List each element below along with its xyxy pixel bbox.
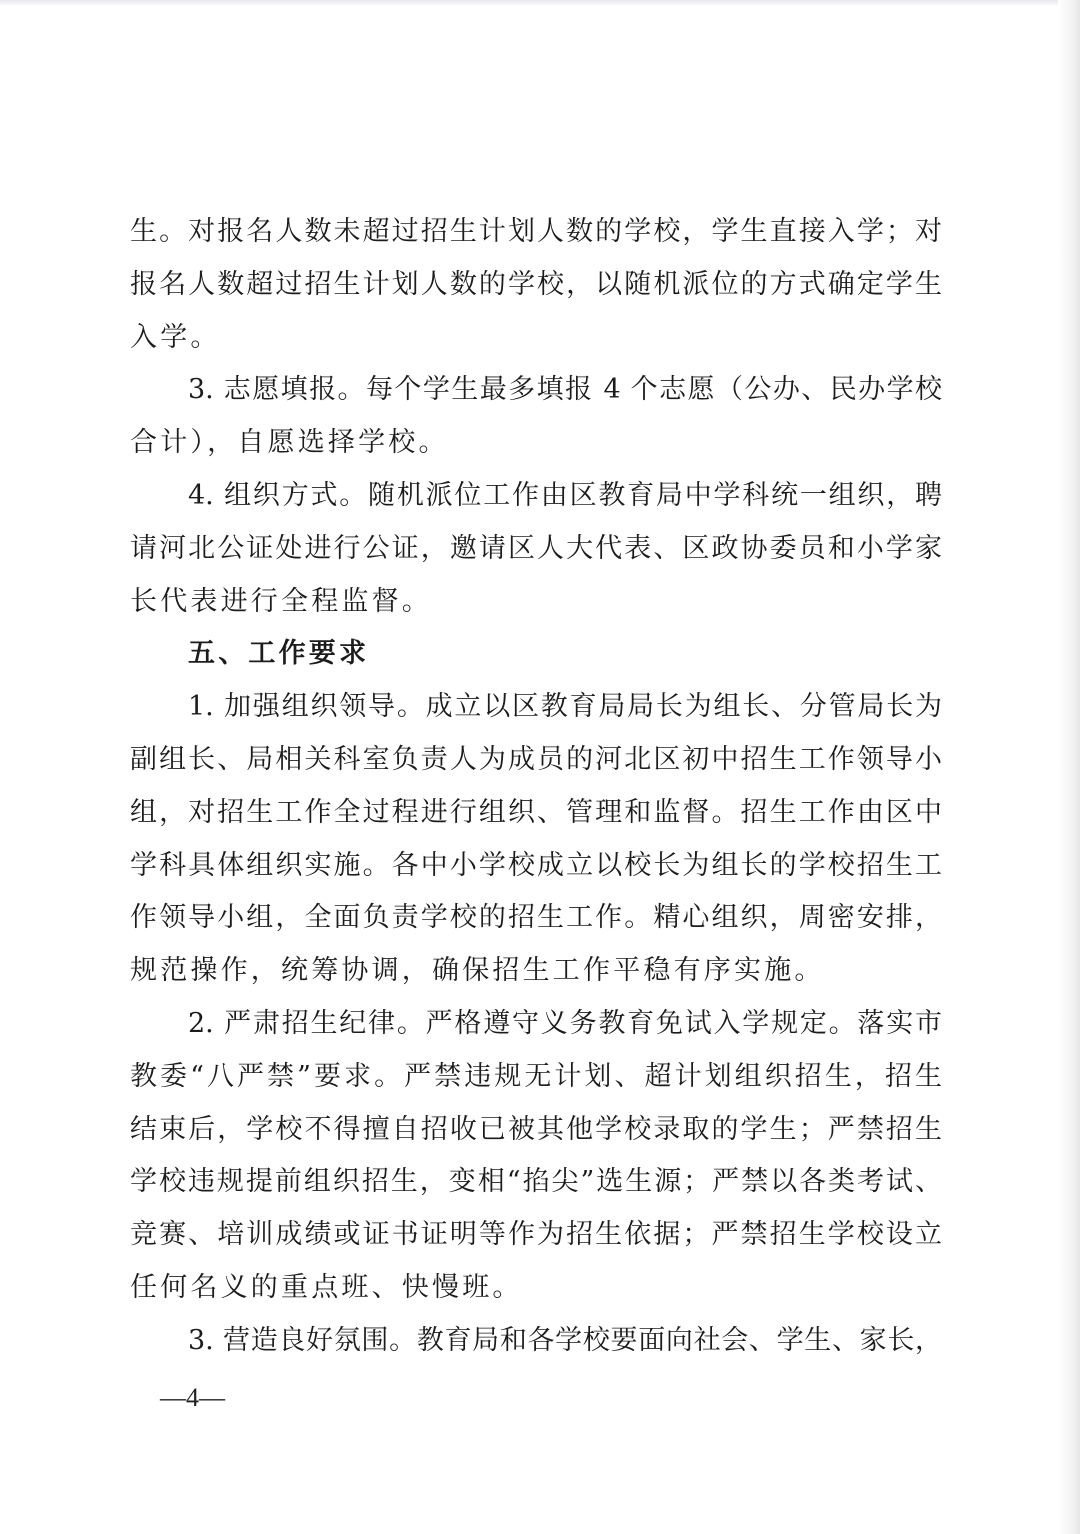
body-line: 长代表进行全程监督。 <box>130 585 432 617</box>
document-body <box>130 206 942 1368</box>
scan-right-edge <box>1058 0 1080 1534</box>
body-line: 教委“八严禁”要求。严禁违规无计划、超计划组织招生，招生 <box>130 1060 942 1092</box>
body-line: 学校违规提前组织招生，变相“掐尖”选生源；严禁以各类考试、 <box>130 1166 942 1198</box>
body-line: 规范操作，统筹协调，确保招生工作平稳有序实施。 <box>130 955 825 987</box>
paragraph-first-line: 3. 营造良好氛围。教育局和各学校要面向社会、学生、家长， <box>188 1324 942 1356</box>
paragraph-first-line: 2. 严肃招生纪律。严格遵守义务教育免试入学规定。落实市 <box>188 1007 942 1039</box>
body-line: 入学。 <box>130 321 221 353</box>
body-line: 结束后，学校不得擅自招收已被其他学校录取的学生；严禁招生 <box>130 1113 942 1145</box>
paragraph-first-line: 4. 组织方式。随机派位工作由区教育局中学科统一组织，聘 <box>188 479 942 511</box>
body-line: 副组长、局相关科室负责人为成员的河北区初中招生工作领导小 <box>130 743 942 775</box>
scan-top-edge <box>0 0 1080 6</box>
body-line: 报名人数超过招生计划人数的学校，以随机派位的方式确定学生 <box>130 268 942 300</box>
paragraph-first-line: 3. 志愿填报。每个学生最多填报 4 个志愿（公办、民办学校 <box>188 374 942 406</box>
body-line: 组，对招生工作全过程进行组织、管理和监督。招生工作由区中 <box>130 796 942 828</box>
body-line: 请河北公证处进行公证，邀请区人大代表、区政协委员和小学家 <box>130 532 942 564</box>
section-heading: 五、工作要求 <box>188 638 370 670</box>
paragraph-first-line: 1. 加强组织领导。成立以区教育局局长为组长、分管局长为 <box>188 691 942 723</box>
body-line: 任何名义的重点班、快慢班。 <box>130 1271 523 1303</box>
body-line: 生。对报名人数未超过招生计划人数的学校，学生直接入学；对 <box>130 216 942 247</box>
body-line: 竞赛、培训成绩或证书证明等作为招生依据；严禁招生学校设立 <box>130 1219 942 1251</box>
body-line: 学科具体组织实施。各中小学校成立以校长为组长的学校招生工 <box>130 849 942 881</box>
body-line: 作领导小组，全面负责学校的招生工作。精心组织，周密安排， <box>130 902 942 934</box>
page-number: —4— <box>160 1383 225 1412</box>
body-line: 合计），自愿选择学校。 <box>130 427 449 459</box>
